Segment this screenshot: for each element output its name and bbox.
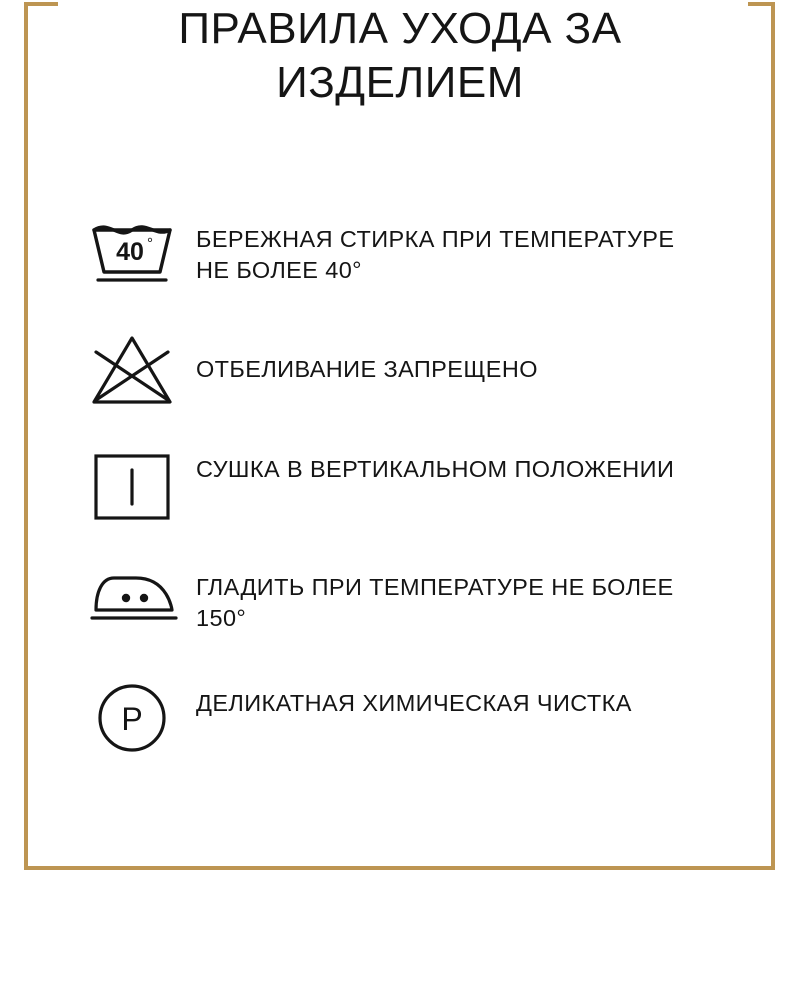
dry-clean-p-circle-icon	[84, 674, 196, 758]
svg-text:P: P	[121, 701, 143, 737]
svg-text:°: °	[147, 235, 153, 252]
svg-text:40: 40	[116, 238, 144, 266]
wash-tub-40-icon	[84, 210, 196, 290]
list-item	[84, 558, 704, 644]
no-bleach-triangle-icon	[84, 326, 196, 410]
rule-text: ГЛАДИТЬ ПРИ ТЕМПЕРАТУРЕ НЕ БОЛЕЕ 150°	[196, 574, 674, 632]
list-item	[84, 326, 704, 412]
iron-two-dots-icon	[84, 558, 196, 626]
rule-text: БЕРЕЖНАЯ СТИРКА ПРИ ТЕМПЕРАТУРЕ НЕ БОЛЕЕ 40°	[196, 226, 675, 284]
list-item	[84, 442, 704, 528]
care-rules-list	[84, 210, 704, 790]
list-item	[84, 674, 704, 760]
rule-text: ДЕЛИКАТНАЯ ХИМИЧЕСКАЯ ЧИСТКА	[196, 690, 632, 716]
drip-dry-vertical-icon	[84, 442, 196, 526]
list-item	[84, 210, 704, 296]
rule-text: ОТБЕЛИВАНИЕ ЗАПРЕЩЕНО	[196, 356, 538, 382]
rule-text: СУШКА В ВЕРТИКАЛЬНОМ ПОЛОЖЕНИИ	[196, 456, 675, 482]
page-title: ПРАВИЛА УХОДА ЗА ИЗДЕЛИЕМ	[178, 4, 622, 107]
